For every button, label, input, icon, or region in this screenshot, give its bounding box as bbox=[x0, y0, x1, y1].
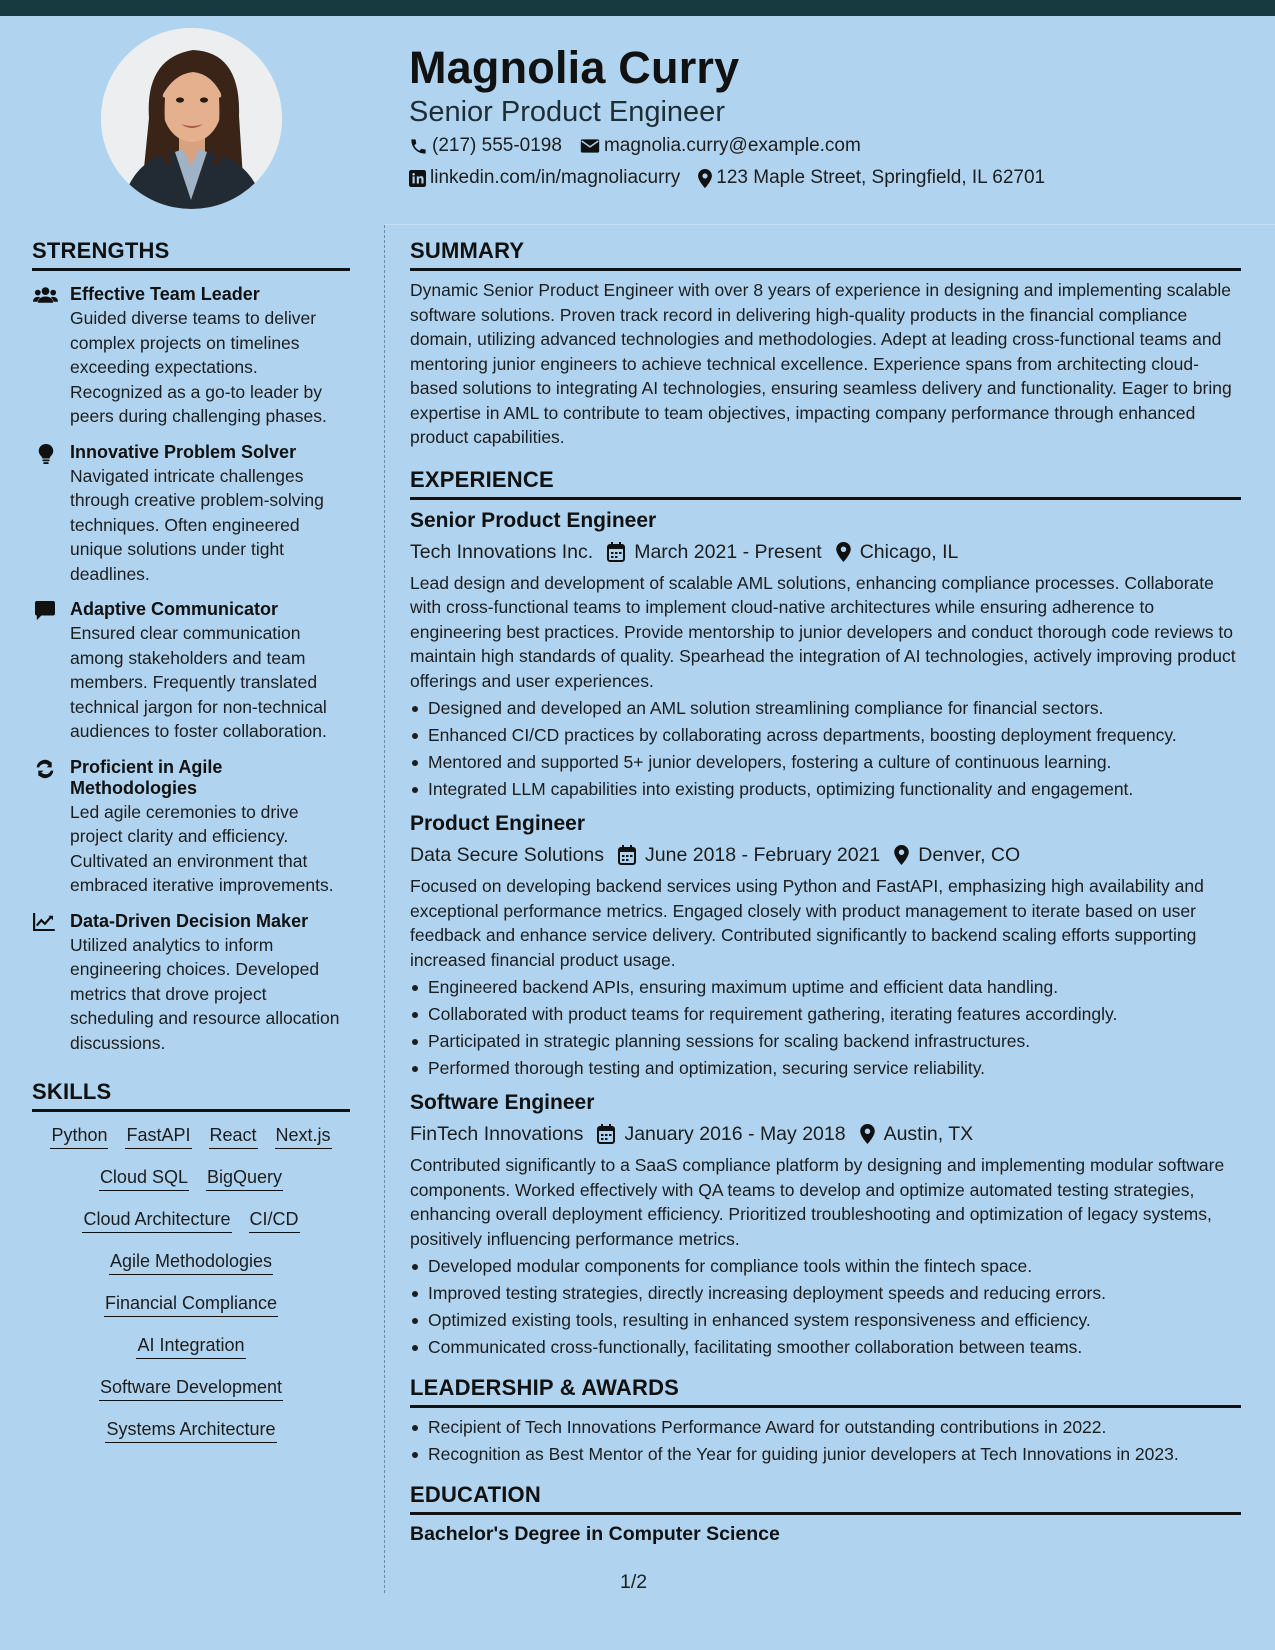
speech-bubble-icon bbox=[35, 601, 55, 621]
skills-list bbox=[32, 1124, 350, 1443]
job-bullets bbox=[410, 695, 1241, 803]
skill-tag: CI/CD bbox=[249, 1208, 300, 1233]
job-title: Product Engineer bbox=[410, 812, 586, 835]
education-degree: Bachelor's Degree in Computer Science bbox=[410, 1523, 780, 1545]
strength-item bbox=[32, 442, 350, 587]
job-entry bbox=[410, 811, 1241, 1082]
email-text: magnolia.curry@example.com bbox=[603, 135, 861, 156]
skill-tag: Financial Compliance bbox=[104, 1292, 278, 1317]
list-item: Enhanced CI/CD practices by collaborating across departments, boosting deployment frequency. bbox=[410, 722, 1241, 749]
job-description: Lead design and development of scalable AML solutions, enhancing compliance processes. Collaborate with cross-functional teams to implement cloud-native architectures while ensuring adherence to engineering best practices. Provide mentorship to junior developers and conduct thorough code reviews to maintain high standards of quality. Spearhead the integration of AI technologies, actively improving product offerings and user experiences. bbox=[410, 572, 1236, 691]
skills-heading: SKILLS bbox=[32, 1079, 350, 1112]
linkedin-text: linkedin.com/in/magnoliacurry bbox=[430, 167, 681, 188]
users-icon bbox=[33, 286, 58, 304]
resume-header bbox=[0, 16, 1275, 226]
sidebar-column bbox=[32, 238, 350, 1443]
column-divider bbox=[384, 225, 385, 1593]
strength-item bbox=[32, 599, 350, 744]
list-item: Integrated LLM capabilities into existing products, optimizing functionality and engagement. bbox=[410, 776, 1241, 803]
line-chart-icon bbox=[33, 913, 55, 931]
skill-tag: AI Integration bbox=[136, 1334, 245, 1359]
job-title: Software Engineer bbox=[410, 1091, 595, 1114]
job-company: FinTech Innovations bbox=[410, 1123, 584, 1145]
list-item: Recognition as Best Mentor of the Year for guiding junior developers at Tech Innovations in 2023. bbox=[410, 1441, 1241, 1468]
map-pin-icon bbox=[836, 542, 851, 562]
calendar-icon bbox=[597, 1124, 615, 1144]
top-accent-bar bbox=[0, 0, 1275, 16]
education-heading: EDUCATION bbox=[410, 1482, 1241, 1515]
job-dates: June 2018 - February 2021 bbox=[645, 844, 881, 866]
job-meta bbox=[410, 540, 1241, 564]
list-item: Collaborated with product teams for requirement gathering, iterating features accordingly. bbox=[410, 1001, 1241, 1028]
strength-title: Effective Team Leader bbox=[70, 284, 260, 304]
strength-description: Guided diverse teams to deliver complex projects on timelines exceeding expectations. Recognized as a go-to leader by peers during challenging phases. bbox=[70, 308, 327, 426]
job-location: Chicago, IL bbox=[859, 540, 959, 563]
strength-description: Navigated intricate challenges through creative problem-solving techniques. Often engineered unique solutions under tight deadlines. bbox=[70, 465, 324, 584]
job-description: Focused on developing backend services using Python and FastAPI, emphasizing high availability and exceptional performance metrics. Engaged closely with product management to iterate based on user feedback and enhance service delivery. Contributed significantly to backend scaling efforts supporting increased financial product usage. bbox=[410, 876, 1204, 970]
experience-heading: EXPERIENCE bbox=[410, 467, 1241, 500]
skill-tag: Software Development bbox=[99, 1376, 283, 1401]
strength-description: Led agile ceremonies to drive project clarity and efficiency. Cultivated an environment that embraced iterative improvements. bbox=[70, 801, 334, 895]
strength-item bbox=[32, 284, 350, 429]
job-company: Data Secure Solutions bbox=[410, 844, 605, 866]
job-company: Tech Innovations Inc. bbox=[410, 540, 594, 563]
job-bullets bbox=[410, 1253, 1241, 1361]
skill-tag: Next.js bbox=[275, 1124, 332, 1149]
profile-photo bbox=[101, 28, 282, 209]
contact-address bbox=[698, 167, 1045, 189]
page-number: 1/2 bbox=[620, 1571, 648, 1593]
list-item: Optimized existing tools, resulting in enhanced system responsiveness and efficiency. bbox=[410, 1307, 1241, 1334]
awards-heading: LEADERSHIP & AWARDS bbox=[410, 1375, 1241, 1408]
skill-tag: BigQuery bbox=[206, 1166, 283, 1191]
strength-title: Data-Driven Decision Maker bbox=[70, 910, 309, 931]
contact-row-secondary bbox=[409, 167, 1063, 189]
job-meta bbox=[410, 843, 1241, 867]
list-item: Communicated cross-functionally, facilitating smoother collaboration between teams. bbox=[410, 1334, 1241, 1361]
skill-tag: Systems Architecture bbox=[105, 1418, 276, 1443]
contact-linkedin[interactable] bbox=[409, 167, 680, 189]
map-pin-icon bbox=[860, 1124, 875, 1144]
contact-email[interactable] bbox=[580, 135, 861, 157]
list-item: Improved testing strategies, directly increasing deployment speeds and reducing errors. bbox=[410, 1280, 1241, 1307]
strength-description: Utilized analytics to inform engineering choices. Developed metrics that drove project scheduling and resource allocation discussions. bbox=[70, 934, 340, 1053]
list-item: Performed thorough testing and optimization, securing service reliability. bbox=[410, 1055, 1241, 1082]
job-location: Austin, TX bbox=[883, 1123, 974, 1145]
strength-title: Adaptive Communicator bbox=[70, 599, 279, 619]
skill-tag: Agile Methodologies bbox=[109, 1250, 273, 1275]
job-bullets bbox=[410, 974, 1241, 1082]
phone-icon bbox=[409, 137, 428, 156]
list-item: Mentored and supported 5+ junior developers, fostering a culture of continuous learning. bbox=[410, 749, 1241, 776]
job-dates: March 2021 - Present bbox=[634, 540, 822, 563]
list-item: Recipient of Tech Innovations Performance Award for outstanding contributions in 2022. bbox=[410, 1414, 1241, 1441]
strength-item bbox=[32, 757, 350, 898]
skill-tag: Cloud SQL bbox=[99, 1166, 189, 1191]
job-dates: January 2016 - May 2018 bbox=[624, 1123, 846, 1145]
strength-item bbox=[32, 911, 350, 1056]
contact-row-primary bbox=[409, 135, 879, 157]
main-column bbox=[410, 238, 1241, 1546]
linkedin-icon bbox=[409, 170, 426, 187]
header-divider bbox=[384, 224, 1275, 225]
list-item: Designed and developed an AML solution streamlining compliance for financial sectors. bbox=[410, 695, 1241, 722]
skill-tag: React bbox=[209, 1124, 258, 1149]
calendar-icon bbox=[607, 542, 625, 562]
list-item: Participated in strategic planning sessions for scaling backend infrastructures. bbox=[410, 1028, 1241, 1055]
awards-list bbox=[410, 1414, 1241, 1468]
skill-tag: Python bbox=[50, 1124, 108, 1149]
strengths-heading: STRENGTHS bbox=[32, 238, 350, 271]
list-item: Engineered backend APIs, ensuring maximum uptime and efficient data handling. bbox=[410, 974, 1241, 1001]
skill-tag: FastAPI bbox=[125, 1124, 191, 1149]
strength-title: Proficient in Agile Methodologies bbox=[70, 756, 223, 798]
strength-title: Innovative Problem Solver bbox=[70, 441, 297, 462]
contact-phone[interactable] bbox=[409, 135, 562, 157]
summary-heading: SUMMARY bbox=[410, 238, 1241, 271]
phone-text: (217) 555-0198 bbox=[432, 135, 562, 156]
job-description: Contributed significantly to a SaaS compliance platform by designing and implementing modular software components. Worked effectively with QA teams to develop and optimize automated testing strategies, enhancing overall deployment efficiency. Prioritized troubleshooting and optimization of legacy systems, positively influencing performance metrics. bbox=[410, 1155, 1225, 1249]
map-pin-icon bbox=[894, 845, 909, 865]
skill-tag: Cloud Architecture bbox=[82, 1208, 231, 1233]
address-text: 123 Maple Street, Springfield, IL 62701 bbox=[716, 167, 1046, 188]
candidate-title: Senior Product Engineer bbox=[409, 96, 725, 128]
lightbulb-icon bbox=[37, 444, 55, 464]
strength-description: Ensured clear communication among stakeholders and team members. Frequently translated technical jargon for non-technical audiences to foster collaboration. bbox=[70, 623, 327, 741]
summary-text: Dynamic Senior Product Engineer with over 8 years of experience in designing and implementing scalable software solutions. Proven track record in delivering high-quality products in the financial compliance domain, utilizing advanced technologies and methodologies. Adept at leading cross-functional teams and mentoring junior engineers to achieve technical excellence. Experience spans from architecting cloud-based solutions to integrating AI technologies, ensuring seamless delivery and functionality. Eager to bring expertise in AML to contribute to team objectives, impacting company performance through enhanced product capabilities. bbox=[410, 280, 1232, 447]
job-title: Senior Product Engineer bbox=[410, 508, 657, 532]
job-meta bbox=[410, 1122, 1241, 1146]
sync-icon bbox=[35, 759, 55, 779]
calendar-icon bbox=[618, 845, 636, 865]
job-entry bbox=[410, 1090, 1241, 1361]
candidate-name: Magnolia Curry bbox=[409, 42, 740, 93]
job-entry bbox=[410, 508, 1241, 804]
envelope-icon bbox=[580, 138, 600, 154]
list-item: Developed modular components for compliance tools within the fintech space. bbox=[410, 1253, 1241, 1280]
job-location: Denver, CO bbox=[918, 844, 1021, 866]
map-pin-icon bbox=[698, 169, 712, 188]
